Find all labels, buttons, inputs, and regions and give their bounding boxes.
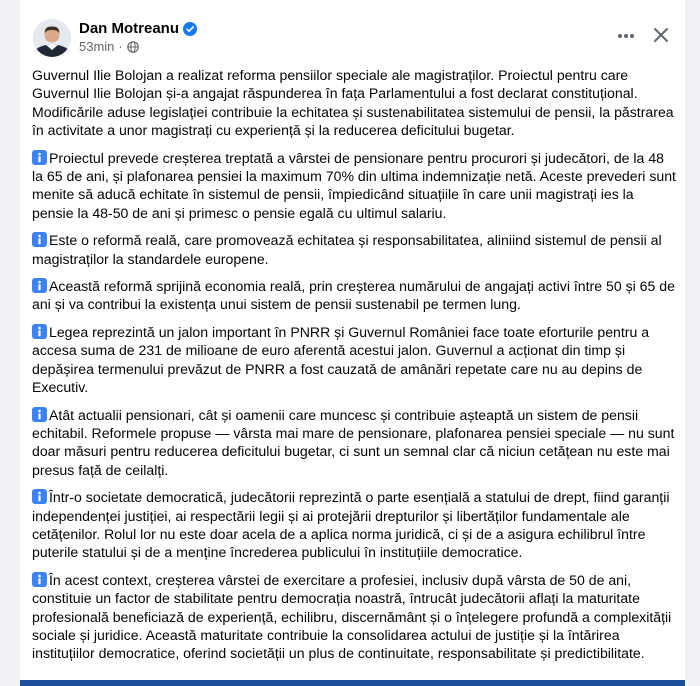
- paragraph-text: Legea reprezintă un jalon important în PNRR și Guvernul României face toate eforturile pentru a accesa suma de 231 de milioane de euro aferentă acestui jalon. Guvernul a acționat din timp și depășirea termenului prevăzut de PNRR a fost cauzată de amânări repetate care nu au depins de Executiv.: [32, 323, 650, 396]
- post-paragraph: [32, 231, 677, 268]
- post-paragraph: [32, 488, 677, 562]
- avatar[interactable]: [33, 19, 71, 57]
- paragraph-text: Guvernul Ilie Bolojan a realizat reforma pensiilor speciale ale magistraților. Proiectul pentru care Guvernul Ilie Bolojan și-a angajat răspunderea în fața Parlamentului a fost declarat constituțional. Modificările aduse legislației contribuie la echitatea și sustenabilitatea sistemului de pensii, la păstrarea în activitate a unor magistrați cu experiență și la reducerea deficitului bugetar.: [32, 67, 674, 139]
- info-icon: [32, 232, 47, 247]
- paragraph-text: Această reformă sprijină economia reală, prin creșterea numărului de angajați activi între 50 și 65 de ani și va contribui la existența unui sistem de pensii sustenabil pe termen lung.: [32, 278, 675, 313]
- globe-icon[interactable]: [127, 41, 139, 53]
- info-icon: [32, 489, 47, 504]
- post-paragraph: [32, 66, 677, 140]
- post-card: [20, 0, 685, 686]
- post-meta: [79, 39, 139, 54]
- info-icon: [32, 572, 47, 587]
- close-button[interactable]: [648, 22, 674, 48]
- paragraph-text: Într-o societate democratică, judecătorii reprezintă o parte esențială a statului de drept, fiind garanții independenței justiției, ai respectării legii și ai protejării drepturilor și libertăților fundamentale ale cetățenilor. Rolul lor nu este doar acela de a aplica norma juridică, ci și de a asigura echilibrul între puterile statului și de a menține încrederea publicului în instituțiile democratice.: [32, 489, 670, 561]
- post-paragraph: [32, 323, 677, 397]
- verified-badge-icon: [183, 22, 197, 36]
- paragraph-text: Este o reformă reală, care promovează echitatea și responsabilitatea, aliniind sistemul de pensii al magistraților la standardele europene.: [32, 232, 662, 267]
- paragraph-text: În acest context, creșterea vârstei de exercitare a profesiei, inclusiv după vârsta de 50 de ani, constituie un factor de stabilitate pentru democrația noastră, întrucât judecătorii aflați la maturitate profesională beneficiază de experiență, echilibru, discernământ și o înțelegere profundă a complexității sociale și juridice. Această maturitate contribuie la consolidarea actului de justiție și la întărirea instituțiilor democratice, oferind societății un plus de continuitate, responsabilitate și predictibilitate.: [32, 571, 672, 662]
- author-name-text[interactable]: Dan Motreanu: [79, 20, 180, 37]
- info-icon: [32, 407, 47, 422]
- post-paragraph: [32, 571, 677, 663]
- more-dots-icon: [617, 33, 635, 39]
- meta-separator: ·: [118, 39, 123, 54]
- post-time[interactable]: 53min: [79, 39, 115, 54]
- info-icon: [32, 324, 47, 339]
- paragraph-text: Proiectul prevede creșterea treptată a vârstei de pensionare pentru procurori și judecători, de la 48 la 65 de ani, și plafonarea pensiei la maximum 70% din ultima indemnizație netă. Aceste prevederi sunt menite să aducă echitate în sistemul de pensii, împiedicând situațiile în care unii magistrați ies la pensie la 48-50 de ani și primesc o pensie egală cu ultimul salariu.: [32, 149, 676, 221]
- info-icon: [32, 278, 47, 293]
- more-options-button[interactable]: [612, 24, 640, 48]
- paragraph-text: Atât actualii pensionari, cât și oamenii care muncesc și contribuie așteaptă un sistem de pensii echitabil. Reformele propuse — vârsta mai mare de pensionare, plafonarea pensiei speciale — nu sunt doar măsuri pentru reducerea deficitului bugetar, ci sunt un semnal clar că niciun cetățean nu este mai presus față de ceilalți.: [32, 406, 675, 478]
- post-paragraph: [32, 277, 677, 314]
- close-icon: [653, 27, 669, 43]
- bottom-edge-bar: [20, 680, 685, 686]
- post-body: [32, 66, 677, 672]
- info-icon: [32, 150, 47, 165]
- avatar-image: [33, 19, 71, 57]
- author-name[interactable]: [79, 20, 197, 37]
- post-header: [20, 0, 685, 64]
- post-paragraph: [32, 149, 677, 223]
- post-paragraph: [32, 406, 677, 480]
